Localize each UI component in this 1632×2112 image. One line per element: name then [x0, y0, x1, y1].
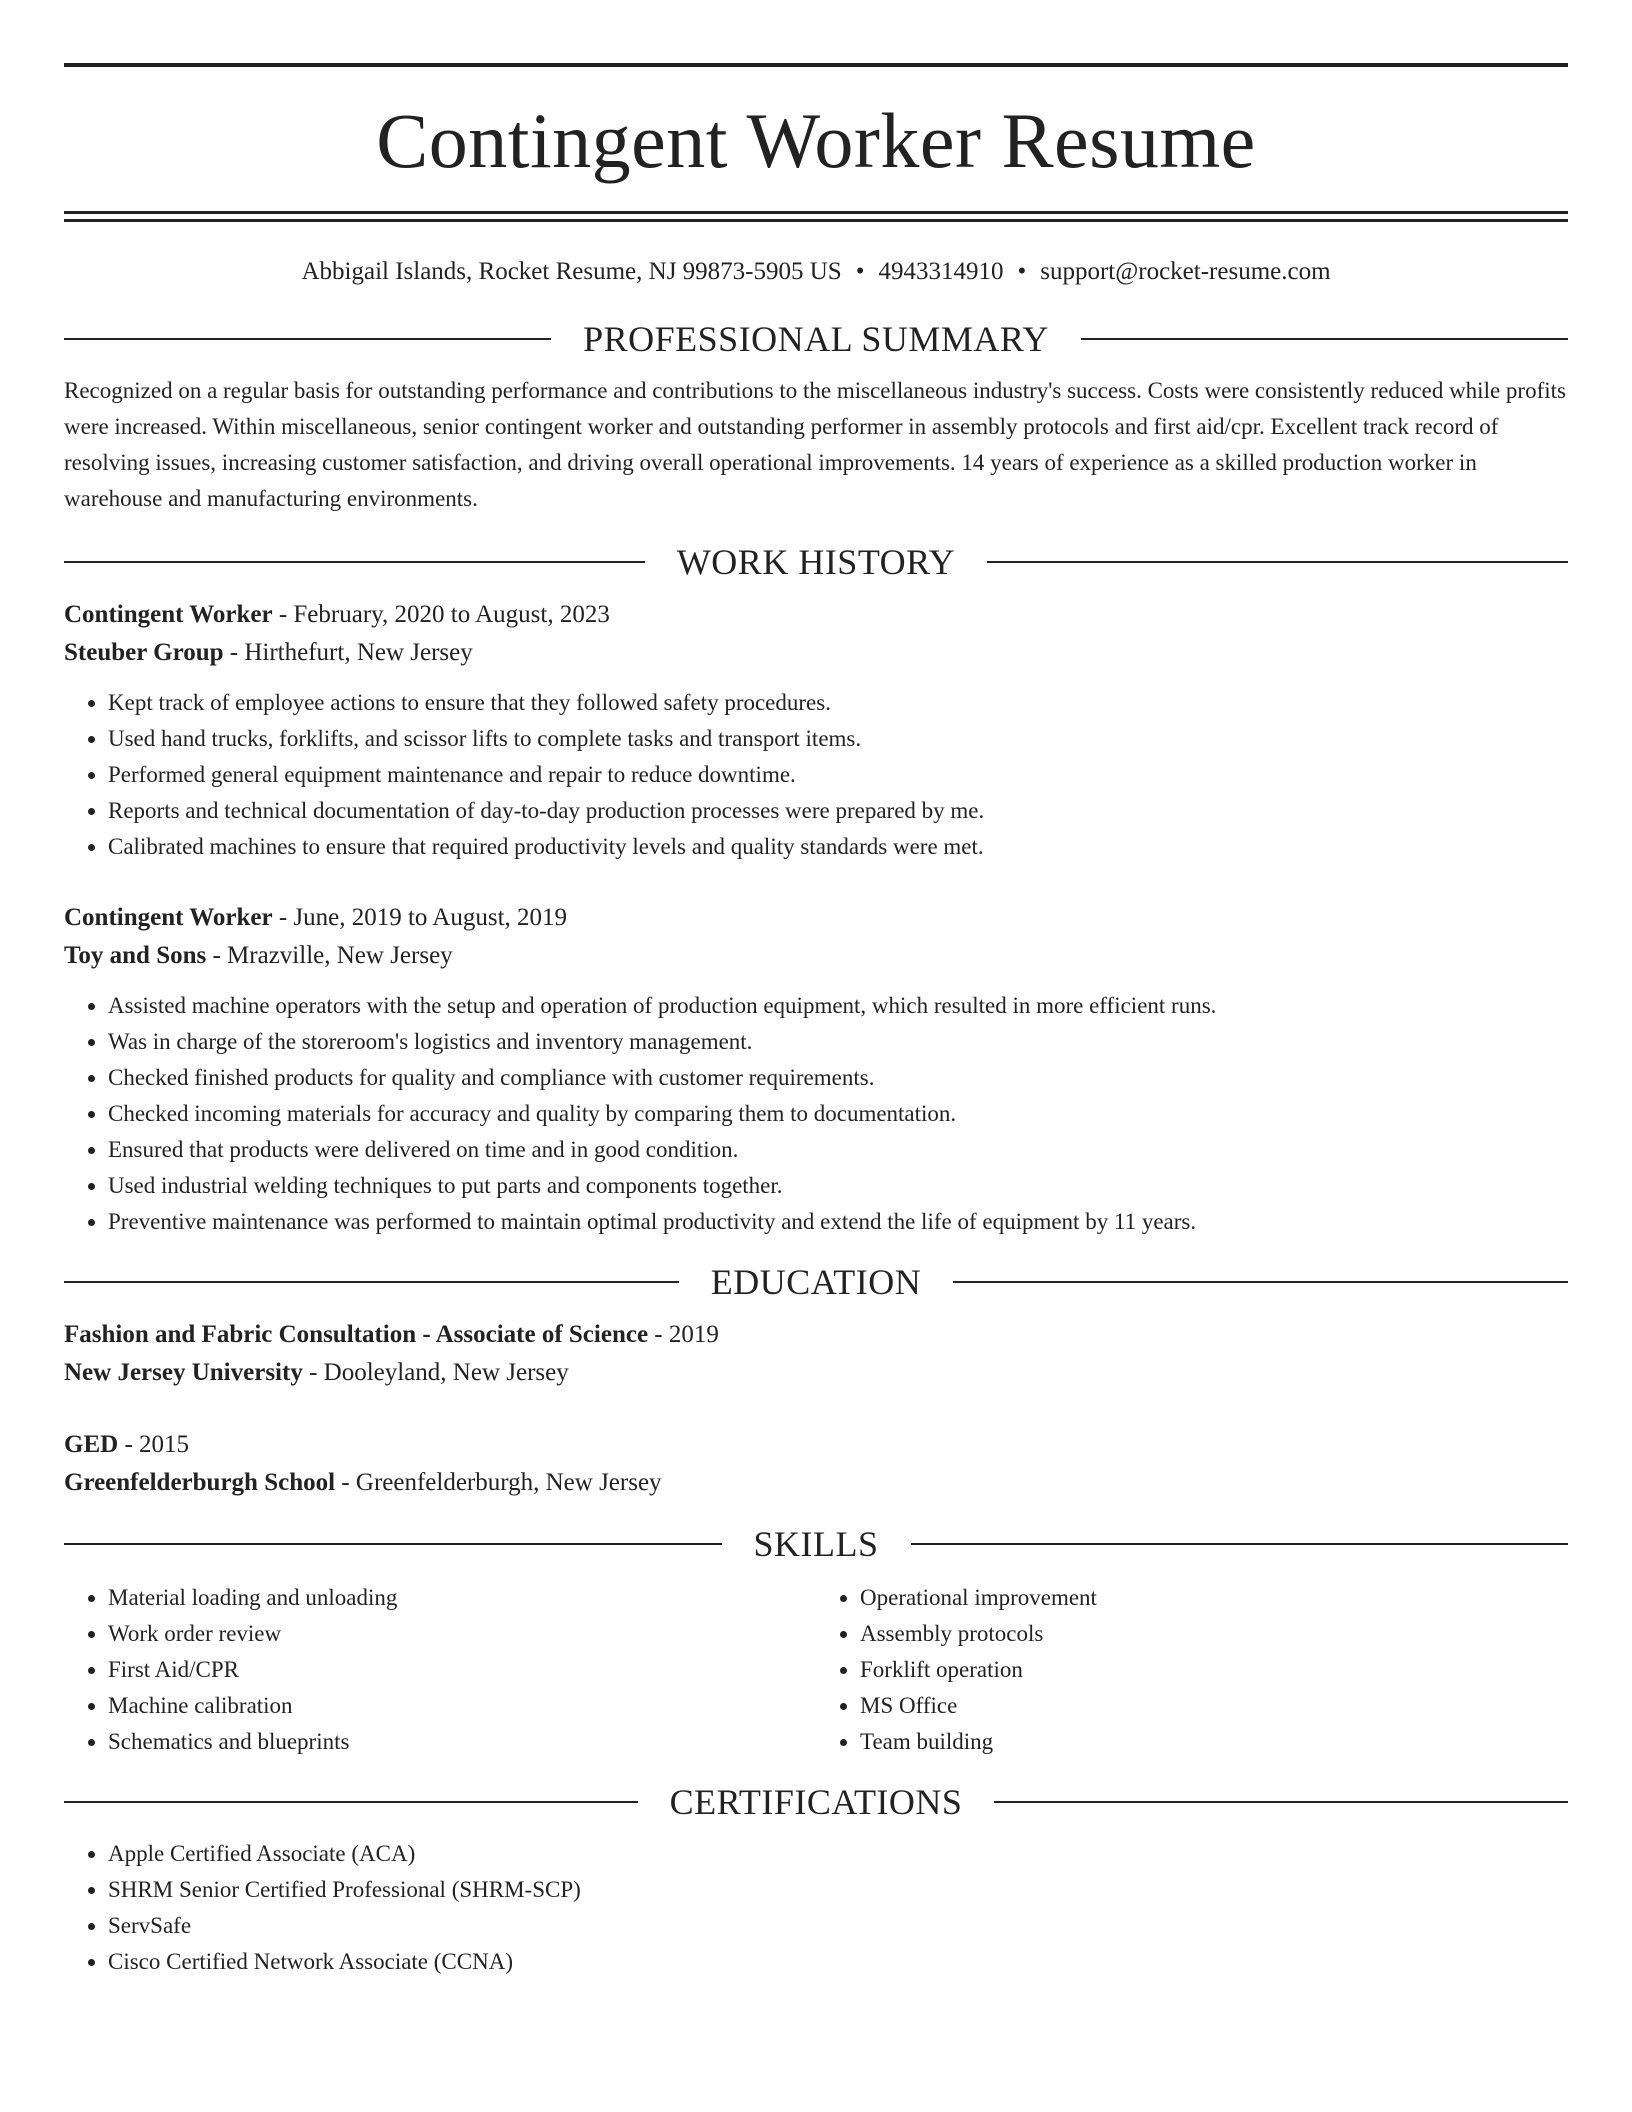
education-degree: Fashion and Fabric Consultation - Associate of Science	[64, 1321, 649, 1348]
heading-label: PROFESSIONAL SUMMARY	[583, 319, 1049, 359]
skill-item: • Schematics and blueprints	[108, 1724, 816, 1760]
title-double-rule	[64, 211, 1568, 222]
heading-rule	[64, 338, 551, 340]
job-location: - Mrazville, New Jersey	[206, 942, 453, 969]
education-year: - 2019	[648, 1321, 719, 1348]
list-item: • Performed general equipment maintenance and repair to reduce downtime.	[108, 757, 1568, 793]
education-year: - 2015	[118, 1431, 190, 1458]
skill-item: • First Aid/CPR	[108, 1652, 816, 1688]
heading-rule	[953, 1281, 1568, 1283]
skill-item: • Machine calibration	[108, 1688, 816, 1724]
section-heading-skills	[64, 1526, 1568, 1562]
certification-item: • Apple Certified Associate (ACA)	[108, 1836, 1568, 1872]
resume-title: Contingent Worker Resume	[376, 97, 1256, 184]
contact-address: Abbigail Islands, Rocket Resume, NJ 99873-5905 US	[301, 258, 842, 285]
education-entry	[64, 1316, 1568, 1392]
job-bullets	[64, 685, 1568, 865]
list-item: • Ensured that products were delivered on time and in good condition.	[108, 1132, 1568, 1168]
job-entry	[64, 596, 1568, 865]
certification-item: • SHRM Senior Certified Professional (SHRM-SCP)	[108, 1872, 1568, 1908]
heading-label: EDUCATION	[710, 1262, 922, 1302]
section-heading-certifications	[64, 1784, 1568, 1820]
education-school: New Jersey University	[64, 1359, 303, 1386]
list-item: • Kept track of employee actions to ensure that they followed safety procedures.	[108, 685, 1568, 721]
contact-phone: 4943314910	[878, 258, 1004, 285]
job-title: Contingent Worker	[64, 904, 273, 931]
education-entry	[64, 1426, 1568, 1502]
certification-item: • Cisco Certified Network Associate (CCNA)	[108, 1944, 1568, 1980]
certifications-block	[64, 1836, 1568, 1980]
heading-rule	[911, 1543, 1569, 1545]
job-company-line	[64, 634, 1568, 672]
list-item: • Reports and technical documentation of day-to-day production processes were prepared by me.	[108, 793, 1568, 829]
skills-list-right	[816, 1580, 1568, 1760]
education-school-line	[64, 1354, 1568, 1392]
contact-email: support@rocket-resume.com	[1040, 258, 1331, 285]
list-item: • Calibrated machines to ensure that required productivity levels and quality standards were met.	[108, 829, 1568, 865]
list-item: • Used hand trucks, forklifts, and scissor lifts to complete tasks and transport items.	[108, 721, 1568, 757]
skill-item: • Forklift operation	[860, 1652, 1568, 1688]
education-degree-line	[64, 1316, 1568, 1354]
skill-item: • Material loading and unloading	[108, 1580, 816, 1616]
job-company: Steuber Group	[64, 639, 224, 666]
skill-item: • Assembly protocols	[860, 1616, 1568, 1652]
job-location: - Hirthefurt, New Jersey	[223, 639, 473, 666]
job-title: Contingent Worker	[64, 601, 273, 628]
contact-separator: •	[1017, 258, 1027, 285]
heading-label: SKILLS	[753, 1524, 879, 1564]
education-school: Greenfelderburgh School	[64, 1469, 336, 1496]
heading-rule	[64, 1281, 679, 1283]
heading-label: CERTIFICATIONS	[669, 1782, 963, 1822]
list-item: • Checked finished products for quality and compliance with customer requirements.	[108, 1060, 1568, 1096]
list-item: • Checked incoming materials for accuracy and quality by comparing them to documentation.	[108, 1096, 1568, 1132]
job-dates: - February, 2020 to August, 2023	[272, 601, 610, 628]
skill-item: • Work order review	[108, 1616, 816, 1652]
skills-list-left	[64, 1580, 816, 1760]
skill-item: • MS Office	[860, 1688, 1568, 1724]
education-school-line	[64, 1464, 1568, 1502]
heading-rule	[994, 1801, 1568, 1803]
job-title-line	[64, 899, 1568, 937]
contact-separator: •	[855, 258, 865, 285]
list-item: • Preventive maintenance was performed to maintain optimal productivity and extend the life of equipment by 11 years.	[108, 1204, 1568, 1240]
summary-paragraph: Recognized on a regular basis for outstanding performance and contributions to the miscellaneous industry's success. Costs were consistently reduced while profits were increased. Within miscellaneous, senior contingent worker and outstanding performer in assembly protocols and first aid/cpr. Excellent track record of resolving issues, increasing customer satisfaction, and driving overall operational improvements. 14 years of experience as a skilled production worker in warehouse and manufacturing environments.	[64, 378, 1566, 511]
certifications-list	[64, 1836, 1568, 1980]
education-degree: GED	[64, 1431, 119, 1458]
job-company: Toy and Sons	[64, 942, 207, 969]
heading-rule	[64, 561, 645, 563]
education-degree-line	[64, 1426, 1568, 1464]
heading-rule	[64, 1801, 638, 1803]
list-item: • Used industrial welding techniques to put parts and components together.	[108, 1168, 1568, 1204]
skill-item: • Operational improvement	[860, 1580, 1568, 1616]
job-dates: - June, 2019 to August, 2019	[272, 904, 568, 931]
list-item: • Was in charge of the storeroom's logistics and inventory management.	[108, 1024, 1568, 1060]
job-entry	[64, 899, 1568, 1240]
skill-item: • Team building	[860, 1724, 1568, 1760]
heading-rule	[987, 561, 1568, 563]
heading-label: WORK HISTORY	[676, 542, 956, 582]
contact-line	[64, 257, 1568, 287]
heading-rule	[64, 1543, 722, 1545]
section-heading-education	[64, 1264, 1568, 1300]
section-heading-summary	[64, 321, 1568, 357]
heading-rule	[1081, 338, 1568, 340]
section-heading-work-history	[64, 544, 1568, 580]
job-company-line	[64, 937, 1568, 975]
education-location: - Greenfelderburgh, New Jersey	[335, 1469, 662, 1496]
list-item: • Assisted machine operators with the setup and operation of production equipment, which resulted in more efficient runs.	[108, 988, 1568, 1024]
job-title-line	[64, 596, 1568, 634]
certification-item: • ServSafe	[108, 1908, 1568, 1944]
education-location: - Dooleyland, New Jersey	[302, 1359, 569, 1386]
skills-columns	[64, 1578, 1568, 1760]
top-rule	[64, 63, 1568, 67]
job-bullets	[64, 988, 1568, 1240]
